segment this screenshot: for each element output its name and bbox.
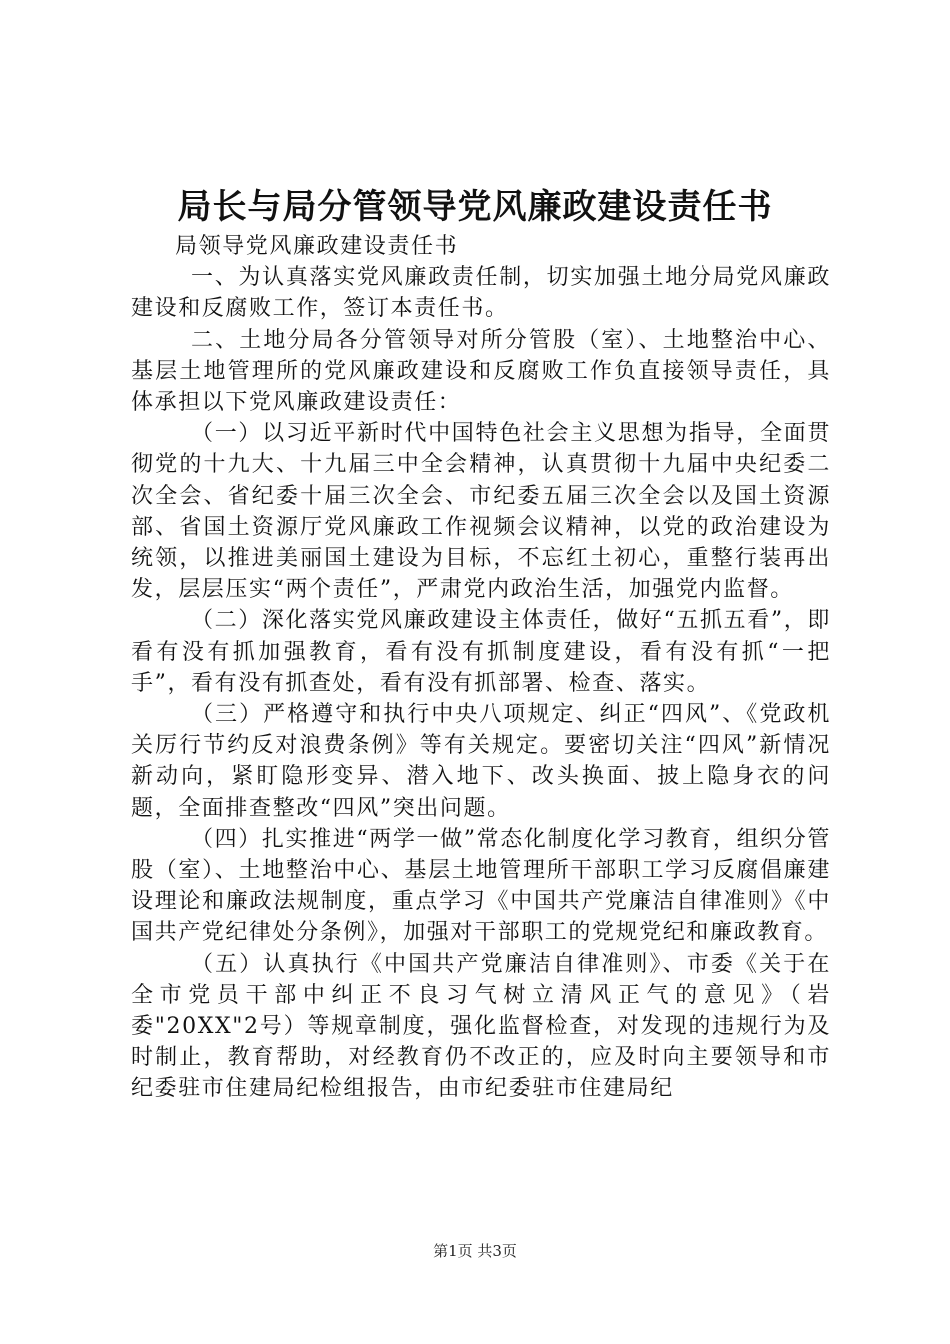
document-title: 局长与局分管领导党风廉政建设责任书 [177, 187, 773, 227]
paragraph-item-2: （二）深化落实党风廉政建设主体责任，做好“五抓五看”，即看有没有抓加强教育，看有没有抓制度建设，看有没有抓“一把手”，看有没有抓查处，看有没有抓部署、检查、落实。 [131, 608, 831, 696]
paragraph-item-5: （五）认真执行《中国共产党廉洁自律准则》、市委《关于在全市党员干部中纠正不良习气树立清风正气的意见》（岩委"20XX"2号）等规章制度，强化监督检查，对发现的违规行为及时制止，教育帮助，对经教育仍不改正的，应及时向主要领导和市纪委驻市住建局纪检组报告，由市纪委驻市住建局纪 [131, 951, 831, 1102]
page-footer: 第1页 共3页 [433, 1242, 517, 1260]
document-body [131, 231, 831, 1105]
paragraph-section-2: 二、土地分局各分管领导对所分管股（室）、土地整治中心、基层土地管理所的党风廉政建设和反腐败工作负直接领导责任，具体承担以下党风廉政建设责任： [131, 327, 831, 416]
paragraph-item-1: （一）以习近平新时代中国特色社会主义思想为指导，全面贯彻党的十九大、十九届三中全会精神，认真贯彻十九届中央纪委二次全会、省纪委十届三次全会、市纪委五届三次全会以及国土资源部、省国土资源厅党风廉政工作视频会议精神，以党的政治建设为统领，以推进美丽国土建设为目标，不忘红土初心，重整行装再出发，层层压实“两个责任”，严肃党内政治生活，加强党内监督。 [131, 421, 831, 603]
paragraph-item-3: （三）严格遵守和执行中央八项规定、纠正“四风”、《党政机关厉行节约反对浪费条例》等有关规定。要密切关注“四风”新情况新动向，紧盯隐形变异、潜入地下、改头换面、披上隐身衣的问题，全面排查整改“四风”突出问题。 [131, 702, 831, 821]
paragraph-section-1: 一、为认真落实党风廉政责任制，切实加强土地分局党风廉政建设和反腐败工作，签订本责任书。 [131, 265, 831, 322]
subtitle-paragraph: 局领导党风廉政建设责任书 [175, 234, 459, 259]
paragraph-item-4: （四）扎实推进“两学一做”常态化制度化学习教育，组织分管股（室）、土地整治中心、基层土地管理所干部职工学习反腐倡廉建设理论和廉政法规制度，重点学习《中国共产党廉洁自律准则》《中国共产党纪律处分条例》，加强对干部职工的党规党纪和廉政教育。 [131, 826, 831, 946]
